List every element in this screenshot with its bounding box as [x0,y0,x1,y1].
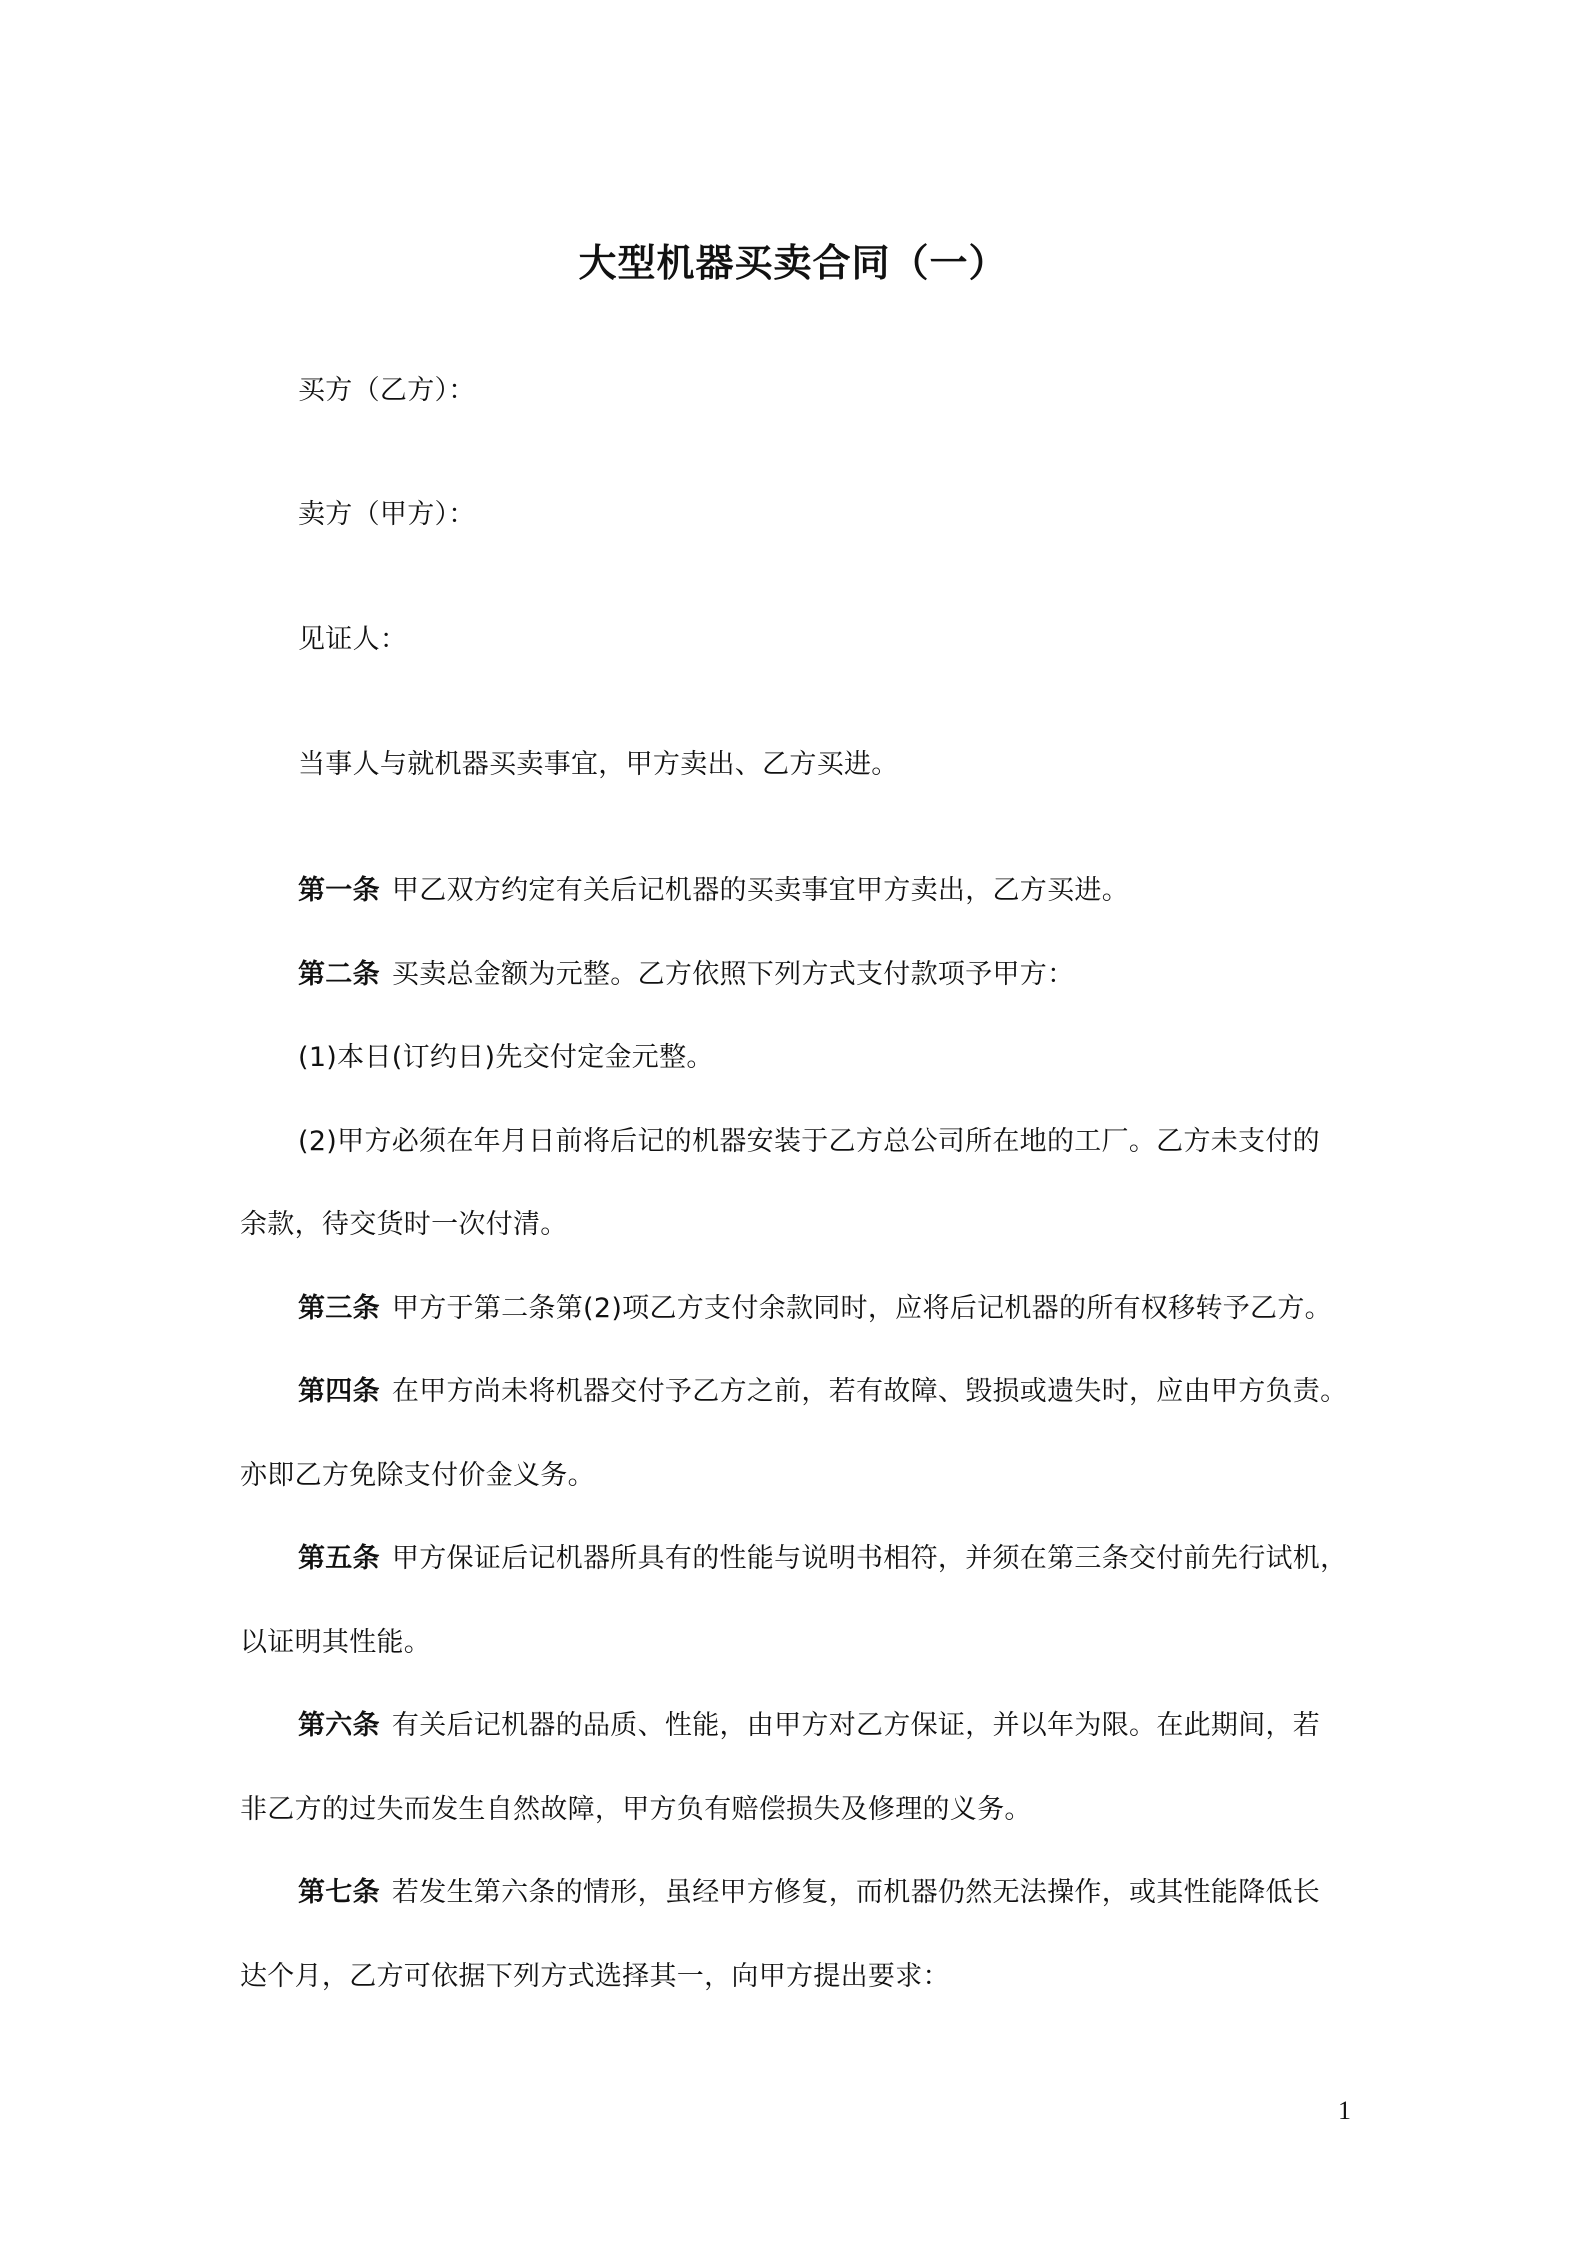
article-3-label: 第三条 [298,1293,380,1324]
article-5-continuation: 以证明其性能。 [240,1627,432,1658]
preamble: 当事人与就机器买卖事宜，甲方卖出、乙方买进。 [298,749,899,780]
article-6-continuation: 非乙方的过失而发生自然故障，甲方负有赔偿损失及修理的义务。 [240,1794,1032,1825]
article-2-text: 买卖总金额为元整。乙方依照下列方式支付款项予甲方： [391,959,1075,990]
article-4-label: 第四条 [298,1376,380,1407]
buyer-label: 买方（乙方）： [298,375,476,406]
document-title: 大型机器买卖合同（一） [578,241,1008,285]
article-3-text: 甲方于第二条第(2)项乙方支付余款同时，应将后记机器的所有权移转予乙方。 [391,1293,1332,1324]
article-1-label: 第一条 [298,875,380,906]
article-1 [298,868,1129,907]
article-6-label: 第六条 [298,1710,380,1741]
article-4 [298,1369,1347,1408]
article-7-continuation: 达个月，乙方可依据下列方式选择其一，向甲方提出要求： [240,1961,950,1992]
article-3 [298,1286,1332,1325]
seller-label: 卖方（甲方）： [298,499,476,530]
article-7 [298,1870,1320,1909]
article-1-text: 甲乙双方约定有关后记机器的买卖事宜甲方卖出，乙方买进。 [391,875,1130,906]
article-4-text: 在甲方尚未将机器交付予乙方之前，若有故障、毁损或遗失时，应由甲方负责。 [391,1376,1348,1407]
article-5 [298,1536,1347,1575]
page-number: 1 [1338,2096,1351,2125]
article-4-continuation: 亦即乙方免除支付价金义务。 [240,1460,595,1491]
article-7-label: 第七条 [298,1877,380,1908]
article-5-label: 第五条 [298,1543,380,1574]
payment-item-2: (2)甲方必须在年月日前将后记的机器安装于乙方总公司所在地的工厂。乙方未支付的 [298,1126,1320,1157]
article-5-text: 甲方保证后记机器所具有的性能与说明书相符，并须在第三条交付前先行试机， [391,1543,1348,1574]
article-2-label: 第二条 [298,959,380,990]
article-7-text: 若发生第六条的情形，虽经甲方修复，而机器仍然无法操作，或其性能降低长 [391,1877,1321,1908]
article-6-text: 有关后记机器的品质、性能，由甲方对乙方保证，并以年为限。在此期间，若 [391,1710,1321,1741]
article-6 [298,1703,1320,1742]
payment-item-2-continuation: 余款，待交货时一次付清。 [240,1209,568,1240]
payment-item-1: (1)本日(订约日)先交付定金元整。 [298,1042,714,1073]
article-2 [298,952,1074,991]
witness-label: 见证人： [298,624,408,655]
